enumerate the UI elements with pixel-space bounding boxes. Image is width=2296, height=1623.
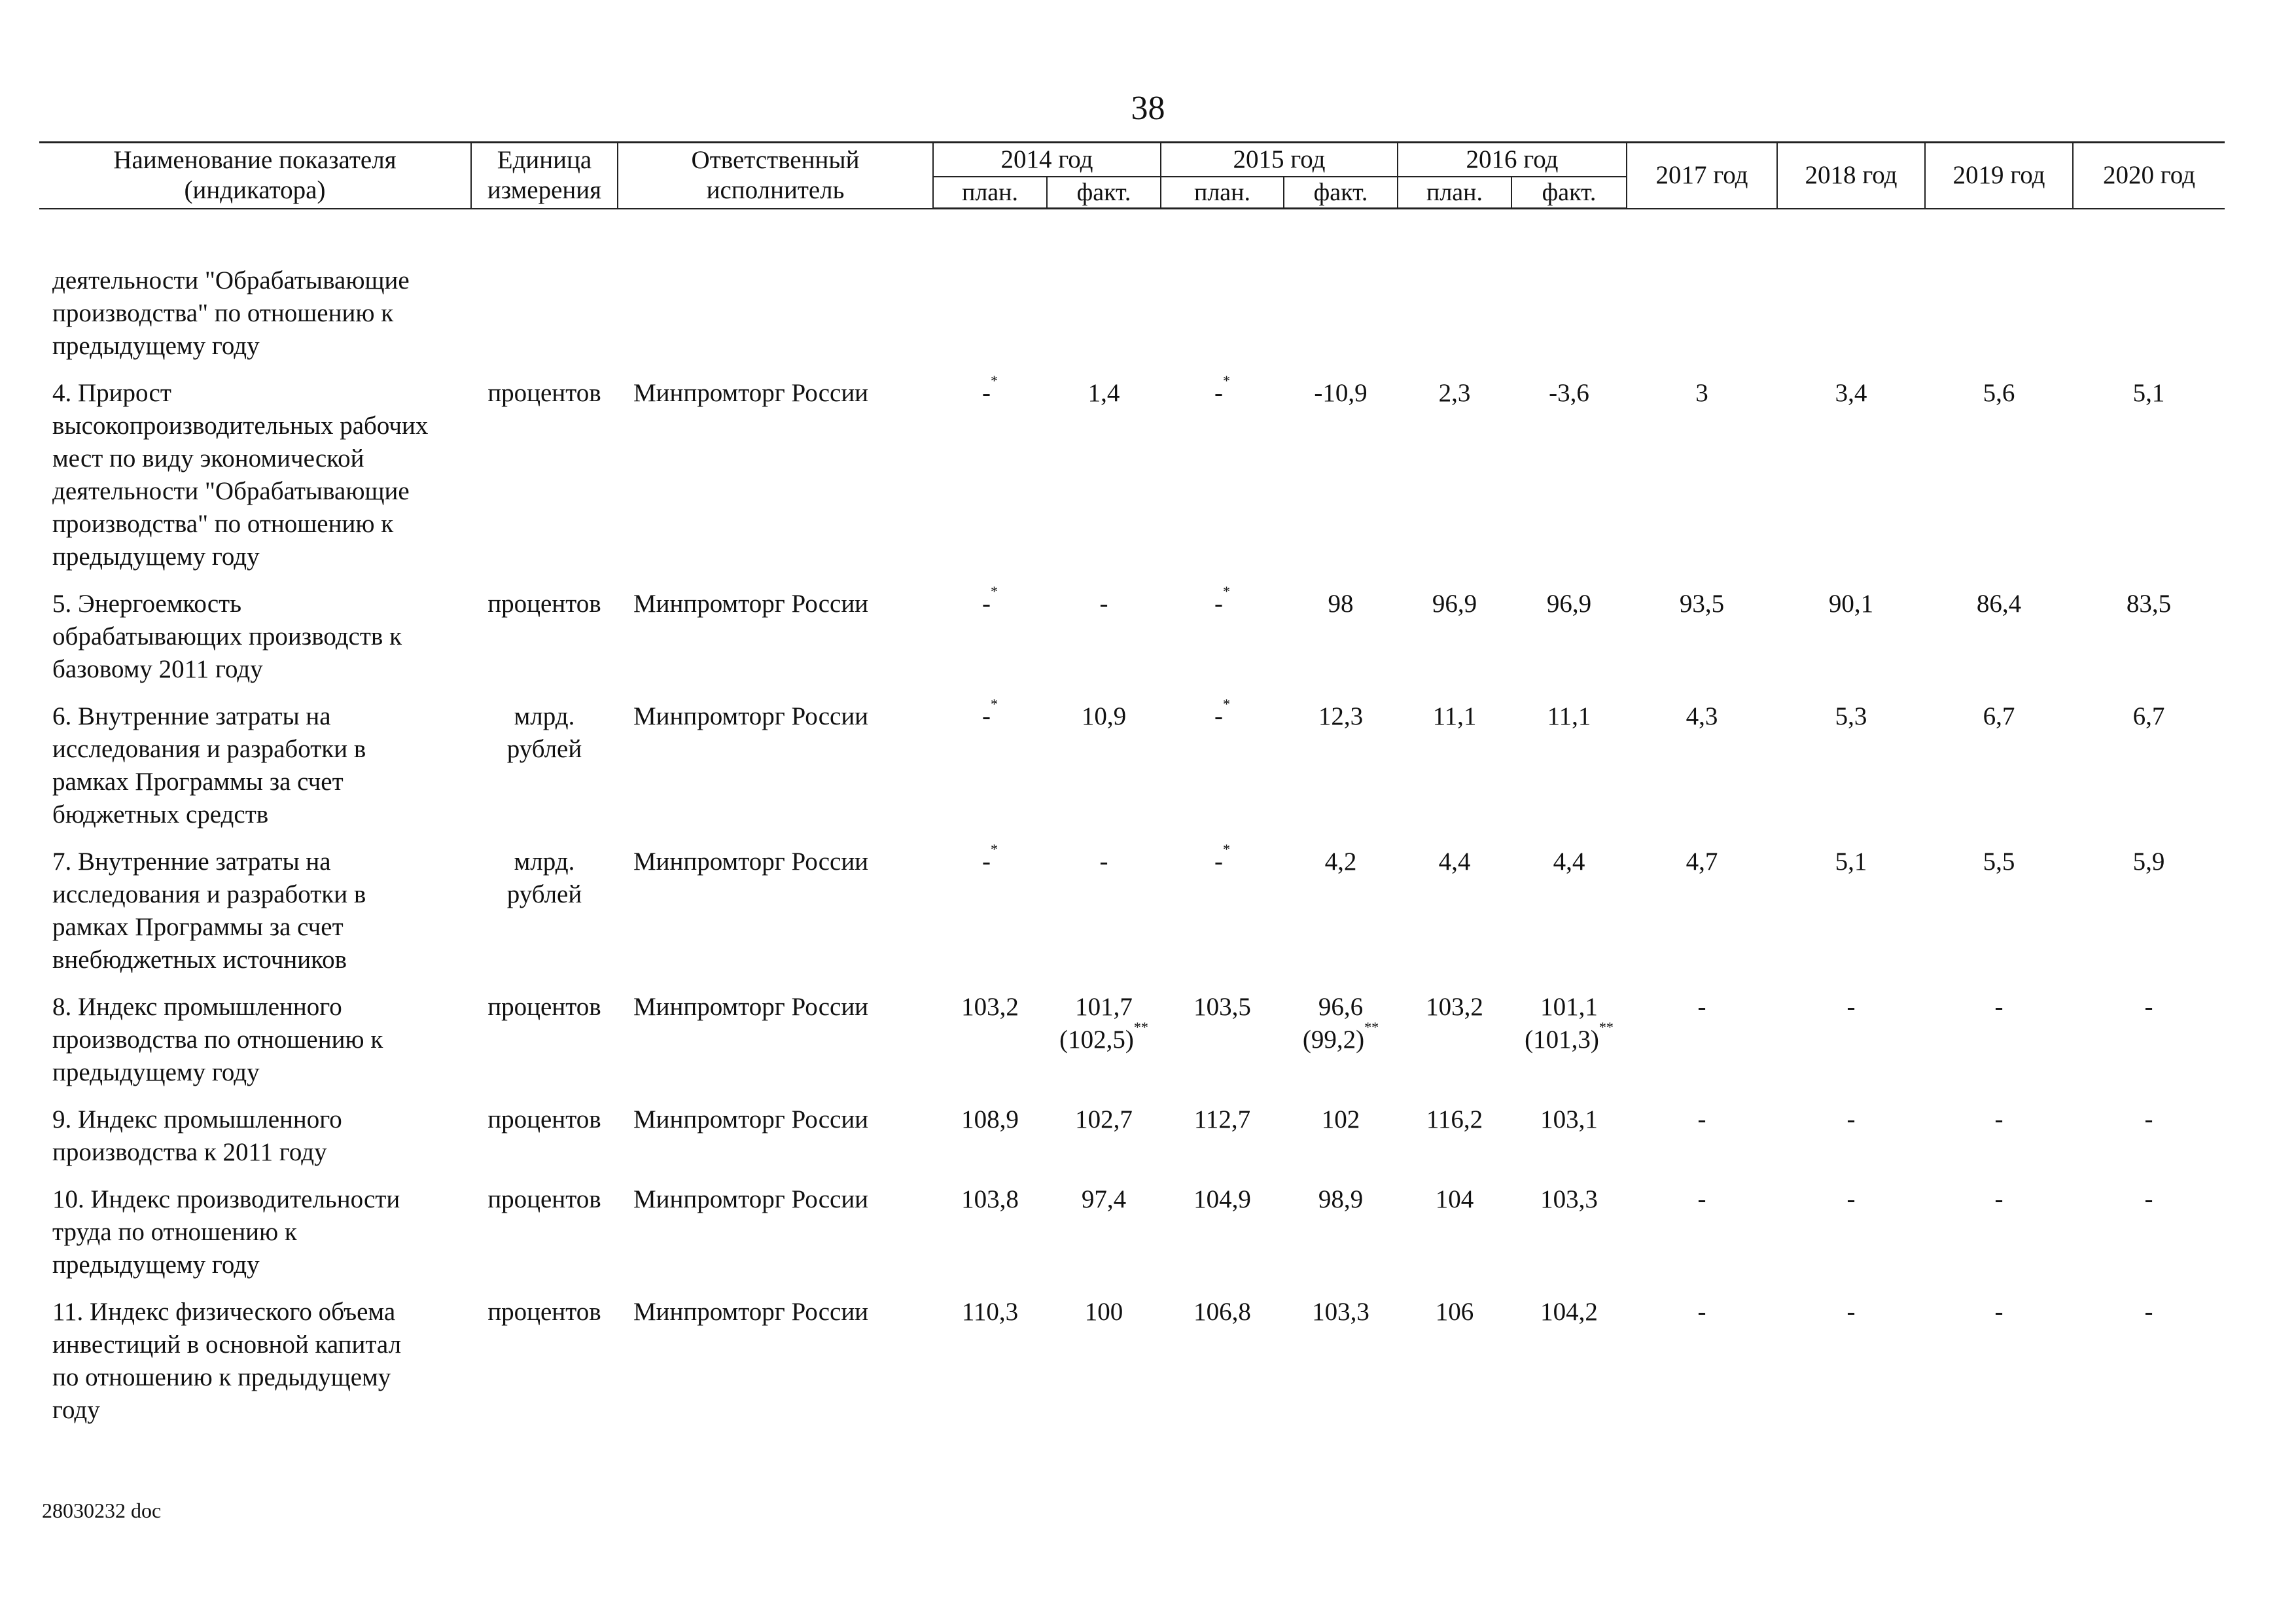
name-line: производства к 2011 году bbox=[52, 1138, 327, 1166]
fact-value: -10,9 bbox=[1314, 379, 1368, 407]
plan-2016-cell bbox=[1398, 1296, 1511, 1441]
indicator-name-cell bbox=[39, 588, 471, 700]
name-line: 7. Внутренние затраты на bbox=[52, 847, 331, 876]
fact-note bbox=[1284, 1019, 1398, 1056]
value-2020-cell: 83,5 bbox=[2126, 590, 2172, 618]
plan-2014-cell bbox=[933, 696, 1047, 846]
plan-value: 96,9 bbox=[1432, 590, 1477, 618]
plan-2015-cell bbox=[1161, 1296, 1284, 1441]
header-executor-line: исполнитель bbox=[706, 176, 845, 205]
name-line: предыдущему году bbox=[52, 1058, 260, 1086]
page-number: 38 bbox=[1131, 90, 1165, 127]
plan-value: 116,2 bbox=[1426, 1105, 1483, 1133]
fact-value: 103,1 bbox=[1540, 1105, 1598, 1133]
header-plan-2015: план. bbox=[1161, 177, 1284, 209]
name-line: предыдущему году bbox=[52, 543, 260, 571]
unit-line: рублей bbox=[506, 880, 582, 908]
value-2019-cell: - bbox=[1994, 1185, 2004, 1213]
plan-2015-cell bbox=[1161, 1183, 1284, 1296]
fact-2015-cell bbox=[1284, 846, 1398, 991]
fact-2015-cell bbox=[1284, 1103, 1398, 1183]
name-line: году bbox=[52, 1396, 100, 1424]
name-line: обрабатывающих производств к bbox=[52, 622, 402, 651]
name-line: 10. Индекс производительности bbox=[52, 1185, 400, 1213]
header-unit-line: измерения bbox=[487, 176, 602, 205]
fact-value: - bbox=[1099, 847, 1108, 876]
indicator-name-cell bbox=[39, 1183, 471, 1296]
plan-2014-cell bbox=[933, 372, 1047, 588]
fact-value: 101,7 bbox=[1075, 993, 1133, 1021]
name-line: труда по отношению к bbox=[52, 1218, 297, 1246]
header-executor-line: Ответственный bbox=[691, 146, 860, 175]
plan-2014-cell bbox=[933, 1296, 1047, 1441]
header-year-2017: 2017 год bbox=[1627, 143, 1777, 209]
indicator-name-cell bbox=[39, 377, 471, 588]
plan-value: 103,2 bbox=[961, 993, 1019, 1021]
footnote-mark: * bbox=[991, 583, 998, 599]
value-2017-cell: - bbox=[1697, 993, 1706, 1021]
plan-2015-cell bbox=[1161, 991, 1284, 1103]
fact-value: 4,2 bbox=[1324, 847, 1357, 876]
fact-2015-cell bbox=[1284, 1183, 1398, 1296]
value-2017-cell: 3 bbox=[1695, 379, 1708, 407]
indicator-name-cell bbox=[39, 1103, 471, 1183]
value-2018-cell: - bbox=[1846, 1298, 1856, 1326]
fact-value: 103,3 bbox=[1312, 1298, 1369, 1326]
footnote-mark: * bbox=[1223, 583, 1230, 599]
fact-value: 10,9 bbox=[1081, 702, 1127, 730]
header-plan-2014: план. bbox=[933, 177, 1047, 209]
value-2020-cell: - bbox=[2144, 1105, 2153, 1133]
table-body bbox=[39, 209, 2225, 1442]
value-2020-cell: 5,9 bbox=[2132, 847, 2165, 876]
executor-cell: Минпромторг России bbox=[633, 847, 869, 876]
plan-value: 103,8 bbox=[961, 1185, 1019, 1213]
name-line: базовому 2011 году bbox=[52, 655, 263, 683]
fact-value: 12,3 bbox=[1318, 702, 1364, 730]
name-line: внебюджетных источников bbox=[52, 946, 347, 974]
plan-2016-cell bbox=[1398, 377, 1511, 588]
name-line: 6. Внутренние затраты на bbox=[52, 702, 331, 730]
footnote-mark: * bbox=[1223, 372, 1230, 389]
value-2020-cell: - bbox=[2144, 1185, 2153, 1213]
plan-2015-cell bbox=[1161, 1103, 1284, 1183]
plan-2016-cell bbox=[1398, 846, 1511, 991]
plan-2016-cell bbox=[1398, 588, 1511, 700]
unit-line: млрд. bbox=[514, 847, 575, 876]
executor-cell: Минпромторг России bbox=[633, 993, 869, 1021]
value-2019-cell: - bbox=[1994, 993, 2004, 1021]
indicator-name-cell bbox=[39, 991, 471, 1103]
plan-value: - bbox=[1214, 590, 1223, 618]
fact-note bbox=[1047, 1019, 1161, 1056]
footnote-mark: * bbox=[991, 841, 998, 857]
name-line: предыдущему году bbox=[52, 332, 260, 360]
plan-2014-cell bbox=[933, 1103, 1047, 1183]
fact-2016-cell bbox=[1511, 1296, 1627, 1441]
unit-cell bbox=[471, 588, 618, 700]
fact-note-value: (99,2) bbox=[1302, 1026, 1365, 1054]
unit-line: процентов bbox=[487, 379, 601, 407]
fact-value: 103,3 bbox=[1540, 1185, 1598, 1213]
unit-cell bbox=[471, 1103, 618, 1183]
value-2018-cell: 90,1 bbox=[1828, 590, 1874, 618]
name-line: производства по отношению к bbox=[52, 1026, 383, 1054]
name-line: по отношению к предыдущему bbox=[52, 1363, 391, 1391]
value-2017-cell: 93,5 bbox=[1679, 590, 1725, 618]
unit-line: процентов bbox=[487, 590, 601, 618]
executor-cell: Минпромторг России bbox=[633, 1185, 869, 1213]
fact-2014-cell bbox=[1047, 700, 1161, 846]
fact-value: 1,4 bbox=[1087, 379, 1120, 407]
unit-line: процентов bbox=[487, 1185, 601, 1213]
header-year-2016: 2016 год bbox=[1398, 143, 1627, 177]
name-line: деятельности "Обрабатывающие bbox=[52, 477, 410, 505]
name-line: рамках Программы за счет bbox=[52, 913, 344, 941]
fact-2015-cell bbox=[1284, 700, 1398, 846]
executor-cell: Минпромторг России bbox=[633, 379, 869, 407]
fact-value: 96,9 bbox=[1546, 590, 1592, 618]
fact-value: -3,6 bbox=[1549, 379, 1589, 407]
unit-cell bbox=[471, 1183, 618, 1296]
executor-cell: Минпромторг России bbox=[633, 590, 869, 618]
unit-cell bbox=[471, 700, 618, 846]
value-2018-cell: - bbox=[1846, 1185, 1856, 1213]
executor-cell: Минпромторг России bbox=[633, 1105, 869, 1133]
plan-value: 104,9 bbox=[1193, 1185, 1251, 1213]
value-2017-cell: 4,7 bbox=[1686, 847, 1718, 876]
table-row bbox=[39, 1296, 2225, 1441]
table-row bbox=[39, 588, 2225, 700]
fact-2015-cell bbox=[1284, 377, 1398, 588]
fact-2015-cell bbox=[1284, 1296, 1398, 1441]
name-line: рамках Программы за счет bbox=[52, 768, 344, 796]
fact-2014-cell bbox=[1047, 1183, 1161, 1296]
fact-note bbox=[1511, 1019, 1627, 1056]
value-2020-cell: - bbox=[2144, 1298, 2153, 1326]
name-line: 9. Индекс промышленного bbox=[52, 1105, 342, 1133]
plan-value: - bbox=[982, 590, 991, 618]
executor-cell: Минпромторг России bbox=[633, 702, 869, 730]
table-row bbox=[39, 377, 2225, 588]
plan-2015-cell bbox=[1161, 696, 1284, 846]
header-executor bbox=[618, 143, 933, 209]
name-line: 11. Индекс физического объема bbox=[52, 1298, 396, 1326]
fact-value: 4,4 bbox=[1553, 847, 1585, 876]
fact-2014-cell bbox=[1047, 1296, 1161, 1441]
fact-2016-cell bbox=[1511, 1183, 1627, 1296]
plan-2016-cell bbox=[1398, 991, 1511, 1103]
fact-2016-cell bbox=[1511, 991, 1627, 1103]
fact-2014-cell bbox=[1047, 377, 1161, 588]
name-line: 4. Прирост bbox=[52, 379, 171, 407]
header-fact-2016: факт. bbox=[1511, 177, 1627, 209]
plan-2016-cell bbox=[1398, 700, 1511, 846]
indicators-table bbox=[39, 141, 2225, 1441]
value-2018-cell: 5,1 bbox=[1835, 847, 1867, 876]
header-unit bbox=[471, 143, 618, 209]
footnote-mark: * bbox=[991, 696, 998, 712]
header-indicator-name bbox=[39, 143, 471, 209]
value-2020-cell: 5,1 bbox=[2132, 379, 2165, 407]
table-row bbox=[39, 846, 2225, 991]
header-name-line: (индикатора) bbox=[184, 176, 326, 205]
plan-value: - bbox=[1214, 702, 1223, 730]
header-plan-2016: план. bbox=[1398, 177, 1511, 209]
indicator-name-cell bbox=[39, 846, 471, 991]
unit-cell bbox=[471, 991, 618, 1103]
value-2020-cell: 6,7 bbox=[2132, 702, 2165, 730]
fact-value: 98 bbox=[1328, 590, 1354, 618]
header-year-2018: 2018 год bbox=[1777, 143, 1925, 209]
name-line: инвестиций в основной капитал bbox=[52, 1330, 402, 1359]
name-line: исследования и разработки в bbox=[52, 880, 366, 908]
value-2019-cell: 86,4 bbox=[1976, 590, 2022, 618]
plan-value: - bbox=[1214, 847, 1223, 876]
footnote-mark: ** bbox=[1364, 1019, 1379, 1035]
value-2018-cell: - bbox=[1846, 1105, 1856, 1133]
name-line: 8. Индекс промышленного bbox=[52, 993, 342, 1021]
plan-2016-cell bbox=[1398, 1183, 1511, 1296]
document-code: 28030232 doc bbox=[42, 1499, 162, 1522]
plan-value: - bbox=[982, 379, 991, 407]
name-line: предыдущему году bbox=[52, 1251, 260, 1279]
unit-line: млрд. bbox=[514, 702, 575, 730]
fact-2015-cell bbox=[1284, 991, 1398, 1103]
value-2019-cell: 6,7 bbox=[1983, 702, 2015, 730]
header-fact-2015: факт. bbox=[1284, 177, 1398, 209]
plan-value: 112,7 bbox=[1193, 1105, 1251, 1133]
fact-2014-cell bbox=[1047, 588, 1161, 700]
footnote-mark: ** bbox=[1598, 1019, 1614, 1035]
plan-2014-cell bbox=[933, 1183, 1047, 1296]
plan-value: 106,8 bbox=[1193, 1298, 1251, 1326]
footnote-mark: * bbox=[1223, 841, 1230, 857]
header-fact-2014: факт. bbox=[1047, 177, 1161, 209]
table-row bbox=[39, 1103, 2225, 1183]
plan-value: - bbox=[1214, 379, 1223, 407]
value-2019-cell: 5,6 bbox=[1983, 379, 2015, 407]
fact-2015-cell bbox=[1284, 588, 1398, 700]
name-line: деятельности "Обрабатывающие bbox=[52, 266, 410, 294]
fact-note-value: (102,5) bbox=[1059, 1026, 1134, 1054]
plan-value: 108,9 bbox=[961, 1105, 1019, 1133]
name-line: высокопроизводительных рабочих bbox=[52, 412, 429, 440]
indicator-name-cell bbox=[39, 1296, 471, 1441]
fact-2014-cell bbox=[1047, 1103, 1161, 1183]
value-2017-cell: - bbox=[1697, 1105, 1706, 1133]
name-line: 5. Энергоемкость bbox=[52, 590, 241, 618]
fact-value: 100 bbox=[1084, 1298, 1123, 1326]
plan-2015-cell bbox=[1161, 841, 1284, 991]
header-unit-line: Единица bbox=[497, 146, 592, 175]
executor-cell: Минпромторг России bbox=[633, 1298, 869, 1326]
plan-value: 103,5 bbox=[1193, 993, 1251, 1021]
header-year-2019: 2019 год bbox=[1925, 143, 2073, 209]
indicators-table-container bbox=[39, 141, 2225, 1441]
header-year-2015: 2015 год bbox=[1161, 143, 1398, 177]
fact-value: 96,6 bbox=[1318, 993, 1364, 1021]
fact-2014-cell bbox=[1047, 991, 1161, 1103]
value-2017-cell: 4,3 bbox=[1686, 702, 1718, 730]
plan-value: - bbox=[982, 847, 991, 876]
plan-value: 110,3 bbox=[961, 1298, 1019, 1326]
plan-2015-cell bbox=[1161, 372, 1284, 588]
table-row bbox=[39, 1183, 2225, 1296]
fact-2016-cell bbox=[1511, 377, 1627, 588]
plan-value: 2,3 bbox=[1438, 379, 1471, 407]
fact-2014-cell bbox=[1047, 846, 1161, 991]
unit-cell bbox=[471, 377, 618, 588]
fact-note-value: (101,3) bbox=[1525, 1026, 1599, 1054]
fact-value: 97,4 bbox=[1081, 1185, 1127, 1213]
plan-2014-cell bbox=[933, 841, 1047, 991]
unit-line: процентов bbox=[487, 993, 601, 1021]
value-2018-cell: 3,4 bbox=[1835, 379, 1867, 407]
fact-value: 102 bbox=[1321, 1105, 1360, 1133]
plan-2016-cell bbox=[1398, 1103, 1511, 1183]
footnote-mark: * bbox=[991, 372, 998, 389]
value-2019-cell: 5,5 bbox=[1983, 847, 2015, 876]
plan-value: 4,4 bbox=[1438, 847, 1471, 876]
plan-value: 106 bbox=[1435, 1298, 1474, 1326]
fact-value: 98,9 bbox=[1318, 1185, 1364, 1213]
table-row bbox=[39, 700, 2225, 846]
fact-2016-cell bbox=[1511, 846, 1627, 991]
unit-line: процентов bbox=[487, 1105, 601, 1133]
header-gap bbox=[39, 209, 2225, 265]
value-2018-cell: 5,3 bbox=[1835, 702, 1867, 730]
name-line: производства" по отношению к bbox=[52, 299, 394, 327]
fact-2016-cell bbox=[1511, 700, 1627, 846]
unit-cell bbox=[471, 846, 618, 991]
value-2017-cell: - bbox=[1697, 1298, 1706, 1326]
fact-value: - bbox=[1099, 590, 1108, 618]
continuation-empty-cells bbox=[471, 264, 2225, 377]
header-year-2020: 2020 год bbox=[2073, 143, 2225, 209]
name-line: мест по виду экономической bbox=[52, 444, 364, 473]
value-2019-cell: - bbox=[1994, 1298, 2004, 1326]
value-2017-cell: - bbox=[1697, 1185, 1706, 1213]
indicator-name-cell bbox=[39, 700, 471, 846]
plan-value: 103,2 bbox=[1426, 993, 1483, 1021]
value-2020-cell: - bbox=[2144, 993, 2153, 1021]
plan-2015-cell bbox=[1161, 583, 1284, 700]
continuation-name-cell bbox=[39, 264, 471, 377]
value-2018-cell: - bbox=[1846, 993, 1856, 1021]
table-header bbox=[39, 143, 2225, 209]
header-gap-cell bbox=[39, 209, 2225, 265]
fact-value: 104,2 bbox=[1540, 1298, 1598, 1326]
fact-value: 11,1 bbox=[1547, 702, 1591, 730]
plan-value: 11,1 bbox=[1432, 702, 1477, 730]
plan-2014-cell bbox=[933, 583, 1047, 700]
plan-2014-cell bbox=[933, 991, 1047, 1103]
name-line: исследования и разработки в bbox=[52, 735, 366, 763]
table-row bbox=[39, 991, 2225, 1103]
footnote-mark: ** bbox=[1133, 1019, 1148, 1035]
header-name-line: Наименование показателя bbox=[113, 146, 397, 175]
fact-2016-cell bbox=[1511, 588, 1627, 700]
plan-value: 104 bbox=[1435, 1185, 1474, 1213]
unit-cell bbox=[471, 1296, 618, 1441]
continuation-row bbox=[39, 264, 2225, 377]
header-year-2014: 2014 год bbox=[933, 143, 1161, 177]
name-line: производства" по отношению к bbox=[52, 510, 394, 538]
name-line: бюджетных средств bbox=[52, 800, 269, 829]
plan-value: - bbox=[982, 702, 991, 730]
fact-value: 102,7 bbox=[1075, 1105, 1133, 1133]
fact-2016-cell bbox=[1511, 1103, 1627, 1183]
unit-line: процентов bbox=[487, 1298, 601, 1326]
footnote-mark: * bbox=[1223, 696, 1230, 712]
value-2019-cell: - bbox=[1994, 1105, 2004, 1133]
unit-line: рублей bbox=[506, 735, 582, 763]
fact-value: 101,1 bbox=[1540, 993, 1598, 1021]
